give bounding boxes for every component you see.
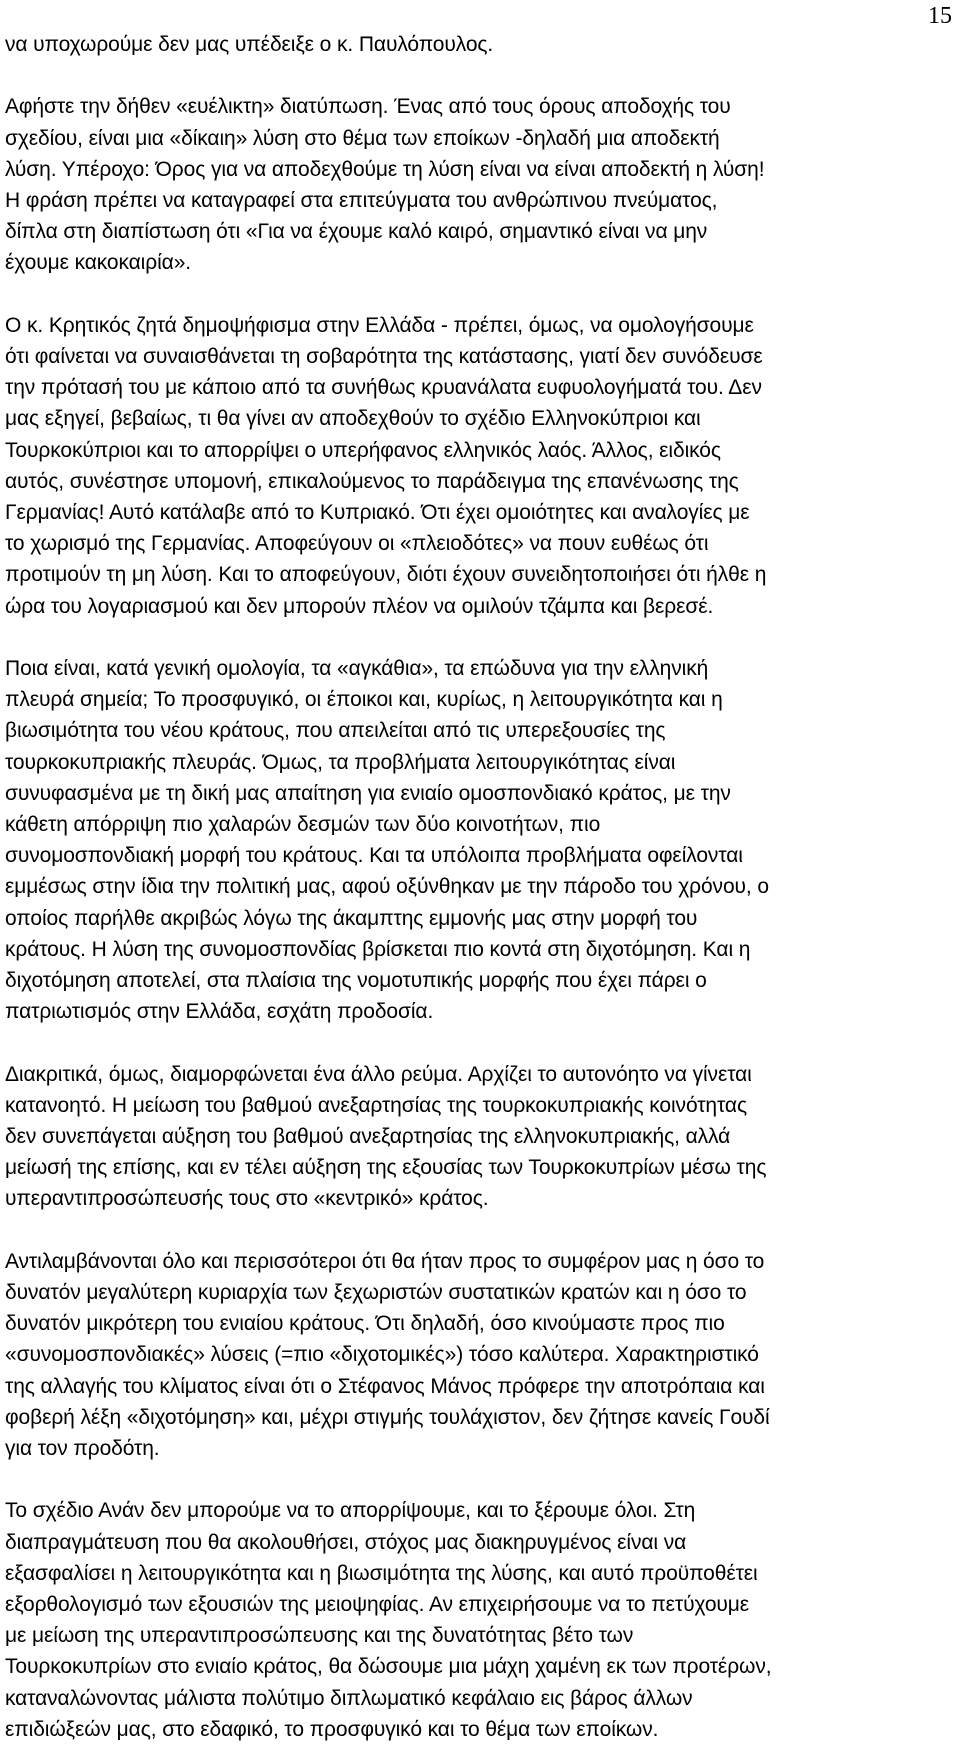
- text-line: δεν συνεπάγεται αύξηση του βαθμού ανεξαρτησίας της ελληνοκυπριακής, αλλά: [5, 1125, 731, 1149]
- text-line: Το σχέδιο Ανάν δεν μπορούμε να το απορρίψουμε, και το ξέρουμε όλοι. Στη: [5, 1499, 696, 1523]
- paragraph-gap: [5, 1027, 957, 1058]
- text-line: Αφήστε την δήθεν «ευέλικτη» διατύπωση. Ένας από τους όρους αποδοχής του: [5, 95, 731, 119]
- paragraph: [5, 29, 957, 60]
- paragraph: [5, 310, 957, 622]
- text-line: υπεραντιπροσώπευσής τους στο «κεντρικό» κράτος.: [5, 1187, 489, 1211]
- text-line: κράτους. Η λύση της συνομοσπονδίας βρίσκεται πιο κοντά στη διχοτόμηση. Και η: [5, 937, 751, 961]
- text-line: έχουμε κακοκαιρία».: [5, 251, 192, 275]
- text-line: πλευρά σημεία; Το προσφυγικό, οι έποικοι και, κυρίως, η λειτουργικότητα και η: [5, 688, 723, 712]
- text-line: την πρότασή του με κάποιο από τα συνήθως κρυανάλατα ευφυολογήματά του. Δεν: [5, 376, 762, 400]
- paragraph-gap: [5, 60, 957, 91]
- paragraph: [5, 653, 957, 1027]
- text-line: εξασφαλίσει η λειτουργικότητα και η βιωσιμότητα της λύσης, και αυτό προϋποθέτει: [5, 1561, 758, 1585]
- paragraph: [5, 1495, 957, 1745]
- text-line: σχεδίου, είναι μια «δίκαιη» λύση στο θέμα των εποίκων -δηλαδή μια αποδεκτή: [5, 126, 720, 150]
- text-line: τουρκοκυπριακής πλευράς. Όμως, τα προβλήματα λειτουργικότητας είναι: [5, 750, 676, 774]
- text-line: Διακριτικά, όμως, διαμορφώνεται ένα άλλο ρεύμα. Αρχίζει το αυτονόητο να γίνεται: [5, 1062, 752, 1086]
- paragraph: [5, 1059, 957, 1215]
- text-line: καταναλώνοντας μάλιστα πολύτιμο διπλωματικό κεφάλαιο εις βάρος άλλων: [5, 1686, 693, 1710]
- text-line: κατανοητό. Η μείωση του βαθμού ανεξαρτησίας της τουρκοκυπριακής κοινότητας: [5, 1093, 747, 1117]
- paragraph-gap: [5, 1215, 957, 1246]
- text-line: Γερμανίας! Αυτό κατάλαβε από το Κυπριακό. Ότι έχει ομοιότητες και αναλογίες με: [5, 501, 750, 525]
- text-line: εμμέσως στην ίδια την πολιτική μας, αφού οξύνθηκαν με την πάροδο του χρόνου, ο: [5, 875, 769, 899]
- text-line: εξορθολογισμό των εξουσιών της μειοψηφίας. Αν επιχειρήσουμε να το πετύχουμε: [5, 1593, 750, 1617]
- text-line: Η φράση πρέπει να καταγραφεί στα επιτεύγματα του ανθρώπινου πνεύματος,: [5, 189, 718, 212]
- text-line: Αντιλαμβάνονται όλο και περισσότεροι ότι θα ήταν προς το συμφέρον μας η όσο το: [5, 1249, 765, 1273]
- page-number: 15: [928, 3, 952, 29]
- paragraph: [5, 91, 957, 278]
- text-line: της αλλαγής του κλίματος είναι ότι ο Στέφανος Μάνος πρόφερε την αποτρόπαια και: [5, 1374, 765, 1398]
- text-line: κάθετη απόρριψη πιο χαλαρών δεσμών των δύο κοινοτήτων, πιο: [5, 813, 601, 837]
- paragraph-gap: [5, 622, 957, 653]
- text-line: αυτός, συνέστησε υπομονή, επικαλούμενος το παράδειγμα της επανένωσης της: [5, 469, 739, 493]
- text-line: να υποχωρούμε δεν μας υπέδειξε ο κ. Παυλόπουλος.: [5, 33, 494, 56]
- text-line: βιωσιμότητα του νέου κράτους, που απειλείται από τις υπερεξουσίες της: [5, 719, 666, 743]
- text-line: συνυφασμένα με τη δική μας απαίτηση για ενιαίο ομοσπονδιακό κράτος, με την: [5, 781, 731, 805]
- text-line: Ο κ. Κρητικός ζητά δημοψήφισμα στην Ελλάδα - πρέπει, όμως, να ομολογήσουμε: [5, 313, 754, 337]
- text-line: φοβερή λέξη «διχοτόμηση» και, μέχρι στιγμής τουλάχιστον, δεν ζήτησε κανείς Γουδί: [5, 1405, 770, 1429]
- text-line: μείωσή της επίσης, και εν τέλει αύξηση της εξουσίας των Τουρκοκυπρίων μέσω της: [5, 1156, 767, 1180]
- text-line: δίπλα στη διαπίστωση ότι «Για να έχουμε καλό καιρό, σημαντικό είναι να μην: [5, 220, 708, 244]
- text-line: δυνατόν μικρότερη του ενιαίου κράτους. Ότι δηλαδή, όσο κινούμαστε προς πιο: [5, 1312, 725, 1336]
- text-line: με μείωση της υπεραντιπροσώπευσης και της δυνατότητας βέτο των: [5, 1624, 634, 1648]
- text-line: επιδιώξεών μας, στο εδαφικό, το προσφυγικό και το θέμα των εποίκων.: [5, 1717, 659, 1741]
- text-line: μας εξηγεί, βεβαίως, τι θα γίνει αν αποδεχθούν το σχέδιο Ελληνοκύπριοι και: [5, 407, 701, 431]
- text-line: οποίος παρήλθε ακριβώς λόγω της άκαμπτης εμμονής μας στην μορφή του: [5, 906, 698, 930]
- text-line: ότι φαίνεται να συναισθάνεται τη σοβαρότητα της κατάστασης, γιατί δεν συνόδευσε: [5, 345, 763, 368]
- text-line: πατριωτισμός στην Ελλάδα, εσχάτη προδοσία.: [5, 1000, 434, 1024]
- text-line: διχοτόμηση αποτελεί, στα πλαίσια της νομοτυπικής μορφής που έχει πάρει ο: [5, 969, 707, 993]
- text-line: δυνατόν μεγαλύτερη κυριαρχία των ξεχωριστών συστατικών κρατών και η όσο το: [5, 1281, 747, 1305]
- text-line: προτιμούν τη μη λύση. Και το αποφεύγουν, διότι έχουν συνειδητοποιήσει ότι ήλθε η: [5, 563, 767, 587]
- text-line: Τουρκοκύπριοι και το απορρίψει ο υπερήφανος ελληνικός λαός. Άλλος, ειδικός: [5, 438, 721, 462]
- text-line: «συνομοσπονδιακές» λύσεις (=πιο «διχοτομικές») τόσο καλύτερα. Χαρακτηριστικό: [5, 1343, 759, 1367]
- text-line: λύση. Υπέροχο: Όρος για να αποδεχθούμε τη λύση είναι να είναι αποδεκτή η λύση!: [5, 157, 765, 181]
- text-line: Ποια είναι, κατά γενική ομολογία, τα «αγκάθια», τα επώδυνα για την ελληνική: [5, 657, 709, 681]
- text-line: για τον προδότη.: [5, 1437, 160, 1461]
- paragraph: [5, 1246, 957, 1464]
- text-line: διαπραγμάτευση που θα ακολουθήσει, στόχος μας διακηρυγμένος είναι να: [5, 1530, 687, 1554]
- text-line: το χωρισμό της Γερμανίας. Αποφεύγουν οι «πλειοδότες» να πουν ευθέως ότι: [5, 532, 709, 556]
- text-line: ώρα του λογαριασμού και δεν μπορούν πλέον να ομιλούν τζάμπα και βερεσέ.: [5, 594, 714, 618]
- text-line: συνομοσπονδιακή μορφή του κράτους. Και τα υπόλοιπα προβλήματα οφείλονται: [5, 844, 743, 868]
- paragraph-gap: [5, 279, 957, 310]
- text-line: Τουρκοκυπρίων στο ενιαίο κράτος, θα δώσουμε μια μάχη χαμένη εκ των προτέρων,: [5, 1655, 772, 1679]
- document-body: [5, 29, 957, 1745]
- paragraph-gap: [5, 1464, 957, 1495]
